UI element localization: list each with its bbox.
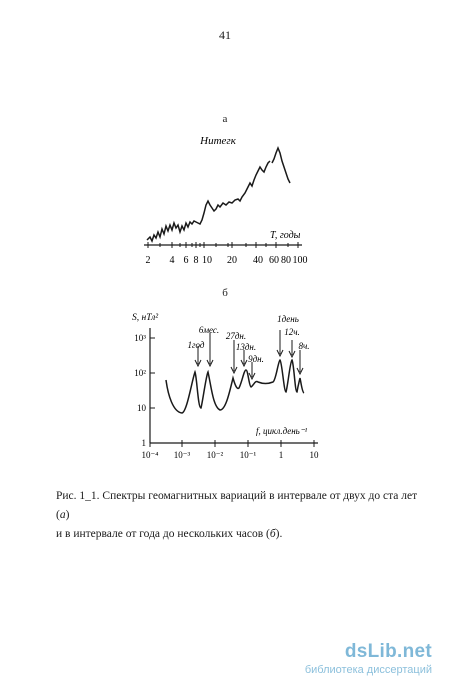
figure-b-plot <box>110 300 340 470</box>
page-number: 41 <box>219 28 231 42</box>
figure-b-y-tick-label: 1 <box>141 438 146 448</box>
caption-line-2-italic: б <box>269 528 276 540</box>
annotation-13-days: 13дн. <box>235 342 257 352</box>
figure-b-x-tick-label: 10⁻⁴ <box>141 450 159 460</box>
figure-a-station-label: Ниmeгк <box>200 135 236 147</box>
figure-b-y-tick-label: 10³ <box>134 333 146 343</box>
figure-b-x-tick-label: 1 <box>278 450 284 460</box>
annotation-9-days: 9дн. <box>248 354 264 364</box>
figure-b-x-tick-label: 10⁻³ <box>173 450 191 460</box>
caption-line-1-text: Рис. 1_1. Спектры геомагнитных вариаций в интервале от двух до ста лет ( <box>56 490 418 521</box>
annotation-1-day: 1день <box>277 314 299 324</box>
figure-a-tick-label: 80 <box>281 255 291 266</box>
figure-b-spectrum-curve <box>166 360 304 413</box>
caption-line-2 <box>56 525 426 544</box>
figure-b-x-tick-label: 10⁻¹ <box>239 450 257 460</box>
annotation-1-year: 1год <box>187 340 205 350</box>
figure-a-axis-label: T, годы <box>270 230 301 241</box>
figure-b-x-tick-label: 10 <box>309 450 319 460</box>
caption-line-2-end: ). <box>275 528 283 540</box>
figure-b-x-tick-label: 10⁻² <box>206 450 224 460</box>
figure-b-panel-label: б <box>222 287 228 299</box>
figure-a-tick-label: 6 <box>183 255 189 266</box>
watermark-logo: dsLib.net <box>344 641 432 662</box>
figure-a-tick-label: 60 <box>269 255 279 266</box>
figure-b-y-tick-label: 10² <box>134 368 146 378</box>
annotation-27-days: 27дн. <box>225 331 247 341</box>
figure-b-y-axis-label: S, нТл² <box>132 313 159 323</box>
annotation-8-hours: 8ч. <box>298 341 310 351</box>
figure-b-y-tick-label: 10 <box>137 403 146 413</box>
figure-a-tick-label: 2 <box>145 255 151 266</box>
caption-line-1-end: ) <box>65 509 70 521</box>
figure-a-panel-label: а <box>222 113 228 125</box>
figure-a-tick-labels <box>146 255 308 266</box>
caption-line-1-italic: а <box>59 509 66 521</box>
figure-a-tick-label: 4 <box>169 255 175 266</box>
figure-b-x-axis-label: f, цикл.день⁻¹ <box>256 426 308 436</box>
caption-line-1 <box>56 487 426 525</box>
figure-a-spectrum-curve <box>147 148 290 241</box>
caption-line-2-text: и в интервале от года до нескольких часов ( <box>56 528 270 540</box>
annotation-6-months: 6мес. <box>198 325 220 335</box>
figure-a-tick-label: 10 <box>202 255 212 266</box>
watermark-tagline: библиотека диссертаций <box>304 664 432 676</box>
figure-b-y-tick-labels <box>134 333 146 448</box>
figure-a-tick-label: 8 <box>193 255 199 266</box>
figure-b-x-tick-labels <box>142 450 319 460</box>
figure-a-tick-label: 20 <box>227 255 237 266</box>
figure-a-tick-label: 40 <box>253 255 263 266</box>
figure-caption <box>56 487 426 544</box>
annotation-12-hours: 12ч. <box>284 327 300 337</box>
figure-a-tick-label: 100 <box>292 255 308 266</box>
figure-a-plot <box>130 125 330 275</box>
